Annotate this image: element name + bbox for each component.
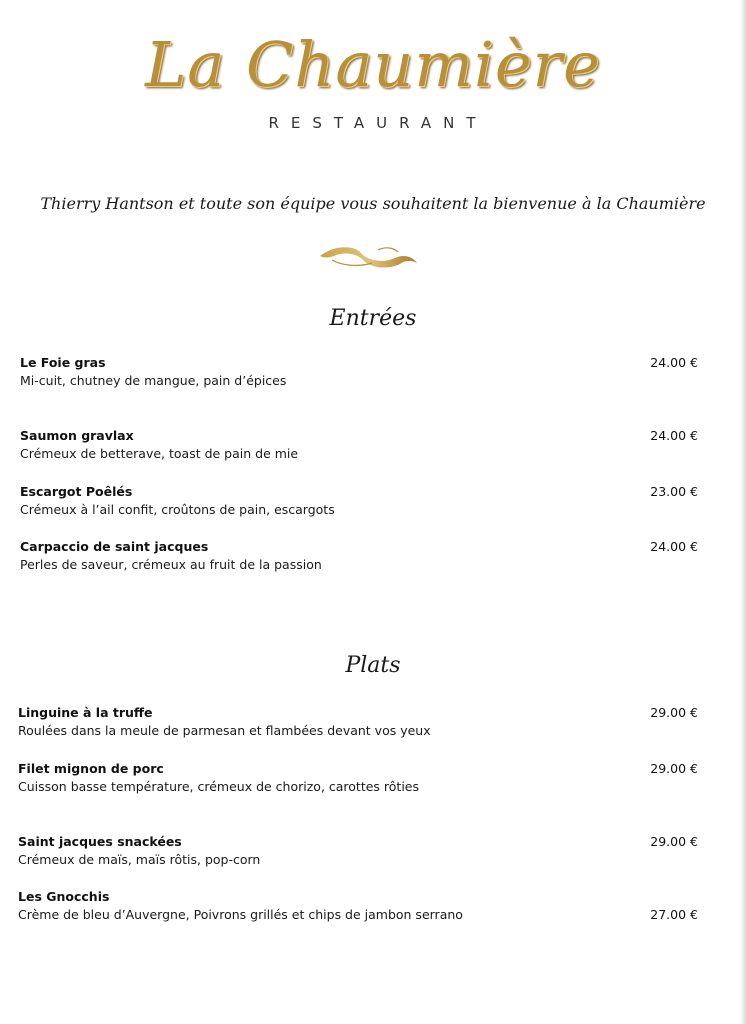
menu-item-name: Linguine à la truffe [18,705,153,720]
menu-item-name: Escargot Poêlés [20,484,133,499]
menu-item-description: Mi-cuit, chutney de mangue, pain d’épices [20,372,287,388]
menu-item [18,705,698,741]
menu-item-description: Perles de saveur, crémeux au fruit de la passion [20,556,322,572]
menu-item [20,428,698,464]
menu-item [18,834,698,870]
menu-item-description: Cuisson basse température, crémeux de chorizo, carottes rôties [18,778,420,794]
welcome-message: Thierry Hantson et toute son équipe vous souhaitent la bienvenue à la Chaumière [40,194,706,213]
menu-item-price: 24.00 € [650,428,698,443]
page-edge-shadow [740,0,746,1024]
restaurant-logo-title: La Chaumière [145,28,601,101]
restaurant-logo-subtitle: RESTAURANT [268,114,488,132]
menu-item-description: Crémeux de maïs, maïs rôtis, pop-corn [18,851,261,867]
menu-item-name: Filet mignon de porc [18,761,164,776]
ornament-divider [120,238,620,278]
menu-item-price: 24.00 € [650,539,698,554]
menu-item [20,355,698,391]
section-title-plats: Plats [345,653,401,678]
menu-item-price: 29.00 € [650,705,698,720]
menu-item-price: 29.00 € [650,834,698,849]
menu-item-price: 24.00 € [650,355,698,370]
menu-item [18,761,698,797]
menu-item-name: Saumon gravlax [20,428,134,443]
section-title-entrees: Entrées [329,306,417,331]
menu-item [20,539,698,575]
menu-item-price: 27.00 € [650,907,698,922]
menu-item [20,484,698,520]
menu-item-name: Saint jacques snackées [18,834,182,849]
menu-item-name: Carpaccio de saint jacques [20,539,209,554]
menu-item-price: 29.00 € [650,761,698,776]
menu-item-description: Roulées dans la meule de parmesan et flambées devant vos yeux [18,722,431,738]
menu-item-name: Le Foie gras [20,355,106,370]
menu-item-description: Crémeux de betterave, toast de pain de mie [20,445,299,461]
menu-item-price: 23.00 € [650,484,698,499]
menu-item-name: Les Gnocchis [18,889,110,904]
menu-item-description: Crémeux à l’ail confit, croûtons de pain, escargots [20,501,335,517]
menu-item [18,889,698,925]
menu-item-description: Crème de bleu d’Auvergne, Poivrons grillés et chips de jambon serrano [18,906,463,922]
